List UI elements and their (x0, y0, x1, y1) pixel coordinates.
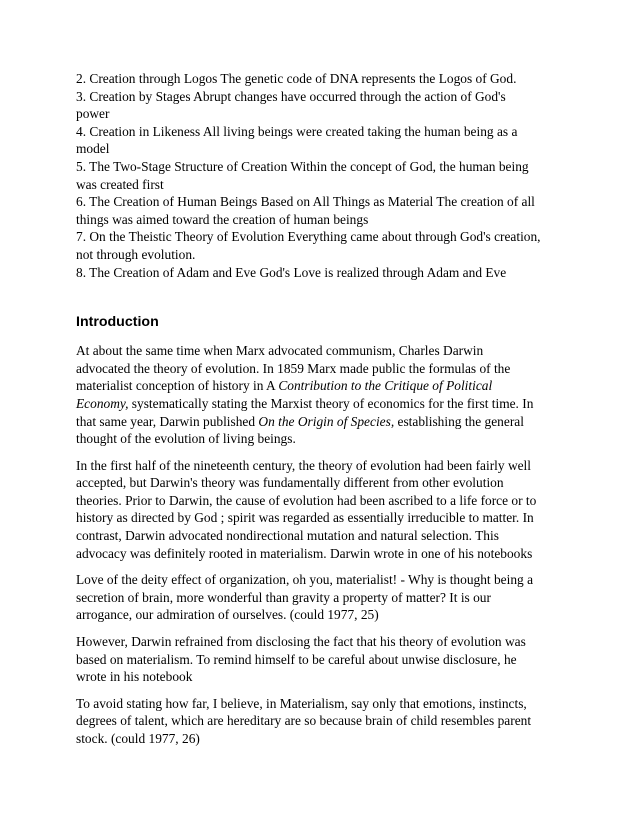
paragraph-line: advocacy was definitely rooted in materialism. Darwin wrote in one of his notebooks (76, 545, 533, 561)
book-title: On the Origin of Species, (258, 413, 395, 429)
paragraph-line: advocated the theory of evolution. In 1859 Marx made public the formulas of the (76, 360, 511, 376)
paragraph-line (76, 377, 576, 395)
paragraph-line: degrees of talent, which are hereditary are so because brain of child resembles parent (76, 713, 532, 729)
document-page (76, 70, 576, 757)
paragraph-line (76, 413, 576, 431)
paragraph-line: accepted, but Darwin's theory was fundamentally different from other evolution (76, 475, 504, 491)
paragraph-line: history as directed by God ; spirit was regarded as essentially irreducible to matter. In (76, 510, 534, 526)
paragraph-line: based on materialism. To remind himself to be careful about unwise disclosure, he (76, 651, 517, 667)
paragraph-line (76, 395, 576, 413)
list-item-line: 4. Creation in Likeness All living beings were created taking the human being as a (76, 123, 518, 139)
paragraph-line: However, Darwin refrained from disclosing the fact that his theory of evolution was (76, 634, 526, 650)
book-title: Economy, (76, 395, 129, 411)
text-run: that same year, Darwin published (76, 413, 259, 429)
list-item-line: 2. Creation through Logos The genetic code of DNA represents the Logos of God. (76, 71, 517, 86)
paragraph-darwin-theory (76, 457, 576, 563)
list-item-line: not through evolution. (76, 246, 196, 262)
text-run: materialist conception of history in A (76, 378, 279, 394)
paragraph-line: stock. (could 1977, 26) (76, 731, 200, 746)
numbered-list (76, 70, 576, 281)
list-item-line: 7. On the Theistic Theory of Evolution Everything came about through God's creation, (76, 229, 541, 245)
paragraph-line: thought of the evolution of living beings. (76, 431, 296, 447)
text-run: establishing the general (394, 413, 524, 429)
paragraph-disclosure (76, 633, 576, 686)
list-item-line: 3. Creation by Stages Abrupt changes have occurred through the action of God's (76, 88, 506, 104)
list-item-line: power (76, 106, 110, 122)
list-item-line: things was aimed toward the creation of human beings (76, 211, 369, 227)
list-item-line: 5. The Two-Stage Structure of Creation Within the concept of God, the human being (76, 158, 529, 174)
list-item-line: model (76, 141, 110, 157)
text-run: systematically stating the Marxist theory of economics for the first time. In (128, 395, 534, 411)
paragraph-intro (76, 342, 576, 448)
quote-notebook-2 (76, 695, 576, 748)
quote-notebook-1 (76, 571, 576, 624)
paragraph-line: wrote in his notebook (76, 669, 193, 685)
paragraph-line: arrogance, our admiration of ourselves. (could 1977, 25) (76, 607, 379, 623)
paragraph-line: Love of the deity effect of organization, oh you, materialist! - Why is thought being a (76, 572, 534, 588)
list-item-line: 8. The Creation of Adam and Eve God's Love is realized through Adam and Eve (76, 264, 507, 280)
list-item-line: was created first (76, 176, 164, 192)
paragraph-line: contrast, Darwin advocated nondirectional mutation and natural selection. This (76, 528, 499, 544)
list-item-line: 6. The Creation of Human Beings Based on All Things as Material The creation of all (76, 194, 535, 210)
paragraph-line: secretion of brain, more wonderful than gravity a property of matter? It is our (76, 589, 491, 605)
paragraph-line: theories. Prior to Darwin, the cause of evolution had been ascribed to a life force or to (76, 492, 537, 508)
paragraph-line: In the first half of the nineteenth century, the theory of evolution had been fairly well (76, 457, 531, 473)
paragraph-line: To avoid stating how far, I believe, in Materialism, say only that emotions, instincts, (76, 695, 527, 711)
book-title: Contribution to the Critique of Political (278, 378, 493, 394)
section-heading: Introduction (76, 314, 159, 331)
paragraph-line: At about the same time when Marx advocated communism, Charles Darwin (76, 343, 484, 359)
